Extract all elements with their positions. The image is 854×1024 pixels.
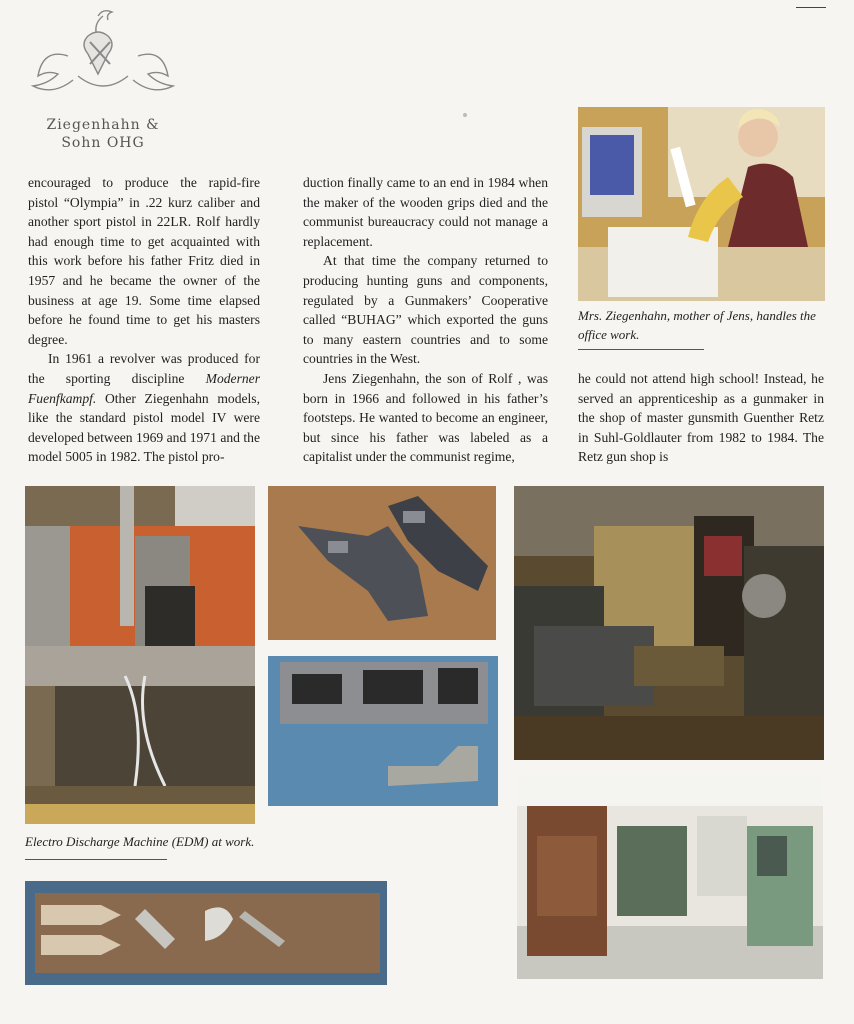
edm-photo-caption: Electro Discharge Machine (EDM) at work.	[25, 834, 255, 849]
workshop-photo-1	[514, 486, 824, 760]
edm-machine-photo	[25, 486, 255, 824]
office-photo	[578, 107, 825, 301]
column2-paragraph-2: At that time the company returned to producing hunting guns and components, regulated by a Gunmakers’ Cooperative called “BUHAG” which exported the guns to many eastern countries and to some countries in the West.	[303, 253, 548, 367]
office-caption-rule	[578, 349, 704, 350]
gun-parts-blue-photo	[268, 656, 498, 806]
gun-parts-brown-photo	[268, 486, 496, 640]
edm-caption-rule	[25, 859, 167, 860]
company-crest-logo	[28, 6, 178, 114]
top-rule	[796, 7, 826, 8]
text-column-3	[578, 369, 824, 467]
column2-paragraph-3: Jens Ziegenhahn, the son of Rolf , was born in 1966 and followed in his father’s footsteps. He wanted to become an engineer, but since his father was labeled as a capitalist under the communist regime,	[303, 370, 548, 465]
logo-line-1: Ziegenhahn &	[46, 117, 160, 133]
column1-paragraph-2: In 1961 a revolver was produced for the sporting discipline Moderner Fuenfkampf. Other Ziegenhahn models, like the standard pistol model IV were developed between 1969 and 1971 and the model 5005 in 1982. The pistol pro-	[28, 351, 260, 465]
column1-paragraph-1: encouraged to produce the rapid-fire pistol “Olympia” in .22 kurz caliber and another sport pistol in 22LR. Rolf hardly had enough time to get acquainted with this work before his father Fritz died in 1957 and he became the owner of the business at age 19. Some time elapsed before he found time to get his masters degree.	[28, 175, 260, 347]
workshop-photo-2	[517, 776, 823, 979]
column3-paragraph-1: he could not attend high school! Instead, he served an apprenticeship as a gunmaker in the shop of master gunsmith Guenther Retz in Suhl-Goldlauter from 1982 to 1984. The Retz gun shop is	[578, 371, 824, 465]
company-logo-text	[28, 116, 178, 152]
metal-parts-bar-photo	[25, 881, 387, 985]
speck	[463, 113, 467, 117]
column2-paragraph-1: duction finally came to an end in 1984 when the maker of the wooden grips died and the communist bureaucracy could not manage a replacement.	[303, 175, 548, 249]
office-photo-caption: Mrs. Ziegenhahn, mother of Jens, handles the office work.	[578, 308, 816, 342]
text-column-2	[303, 173, 548, 467]
text-column-1	[28, 173, 260, 467]
logo-line-2: Sohn OHG	[61, 135, 145, 151]
